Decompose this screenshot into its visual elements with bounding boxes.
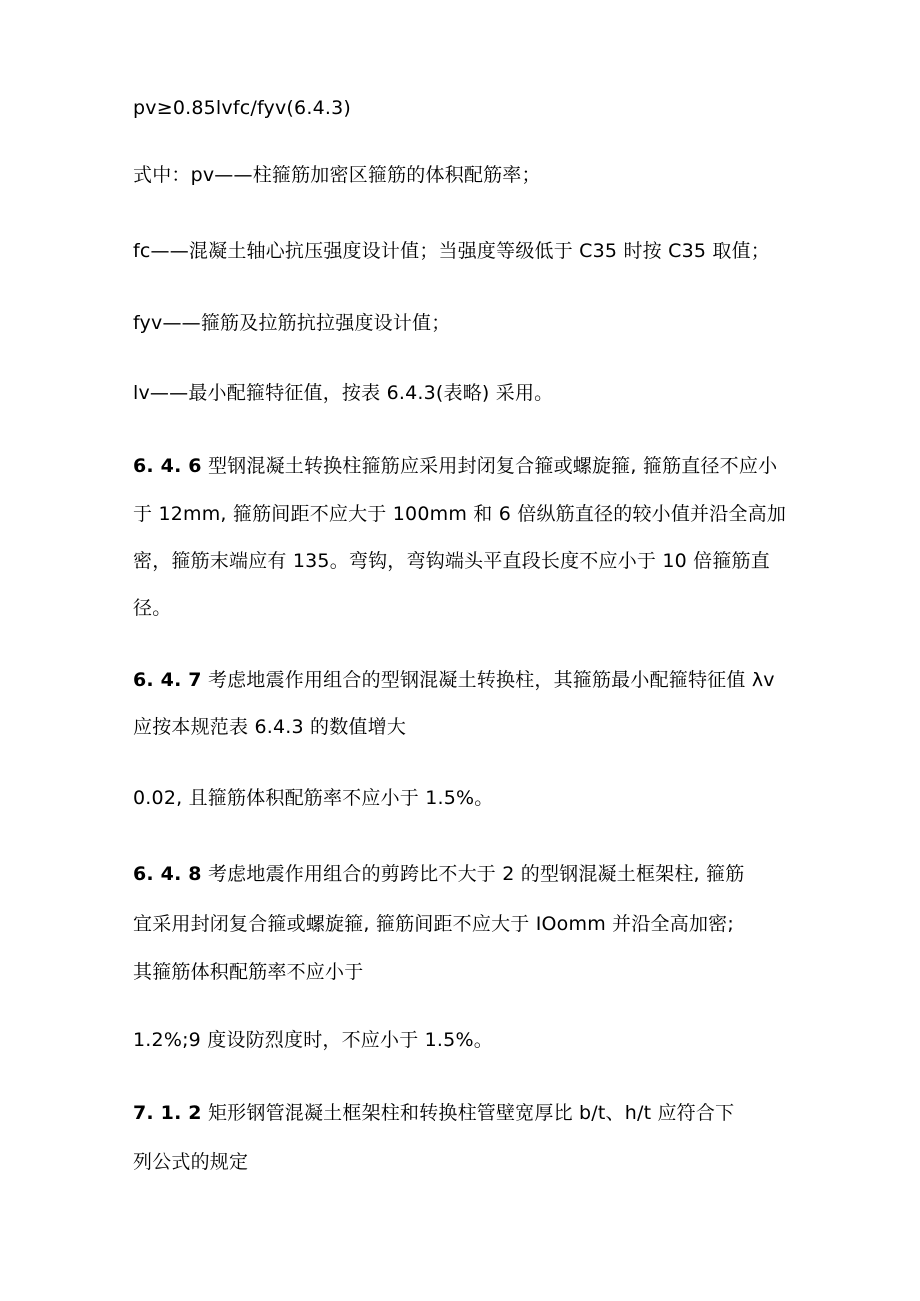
clause-number: 6. 4. 8 bbox=[133, 863, 202, 885]
clause-line: 6. 4. 7 考虑地震作用组合的型钢混凝土转换柱，其箍筋最小配箍特征值 λv bbox=[133, 669, 775, 691]
text-line: 应按本规范表 6.4.3 的数值增大 bbox=[133, 716, 407, 738]
text-line: 其箍筋体积配筋率不应小于 bbox=[133, 961, 364, 983]
clause-line: 6. 4. 6 型钢混凝土转换柱箍筋应采用封闭复合箍或螺旋箍, 箍筋直径不应小 bbox=[133, 455, 778, 477]
text-line: 径。 bbox=[133, 597, 172, 619]
clause-line: 6. 4. 8 考虑地震作用组合的剪跨比不大于 2 的型钢混凝土框架柱, 箍筋 bbox=[133, 863, 745, 885]
clause-number: 6. 4. 7 bbox=[133, 669, 202, 691]
text-line: fc——混凝土轴心抗压强度设计值；当强度等级低于 C35 时按 C35 取值； bbox=[133, 240, 770, 262]
text-line: 列公式的规定 bbox=[133, 1151, 249, 1173]
text-line: lv——最小配箍特征值，按表 6.4.3(表略) 采用。 bbox=[133, 382, 554, 404]
clause-line: 7. 1. 2 矩形钢管混凝土框架柱和转换柱管壁宽厚比 b/t、h/t 应符合下 bbox=[133, 1102, 735, 1124]
text-line: 0.02, 且箍筋体积配筋率不应小于 1.5%。 bbox=[133, 787, 494, 809]
text-line: fyv——箍筋及拉筋抗拉强度设计值； bbox=[133, 312, 451, 334]
clause-number: 6. 4. 6 bbox=[133, 455, 202, 477]
text-line: 式中：pv——柱箍筋加密区箍筋的体积配筋率； bbox=[133, 164, 541, 186]
clause-number: 7. 1. 2 bbox=[133, 1102, 202, 1124]
text-line: 1.2%;9 度设防烈度时，不应小于 1.5%。 bbox=[133, 1029, 493, 1051]
text-line: 密，箍筋末端应有 135。弯钩，弯钩端头平直段长度不应小于 10 倍箍筋直 bbox=[133, 550, 770, 572]
text-line: 宜采用封闭复合箍或螺旋箍, 箍筋间距不应大于 IOomm 并沿全高加密; bbox=[133, 913, 734, 935]
formula-line: pv≥0.85lvfc/fyv(6.4.3) bbox=[133, 97, 352, 119]
text-line: 于 12mm, 箍筋间距不应大于 100mm 和 6 倍纵筋直径的较小值并沿全高加 bbox=[133, 503, 787, 525]
